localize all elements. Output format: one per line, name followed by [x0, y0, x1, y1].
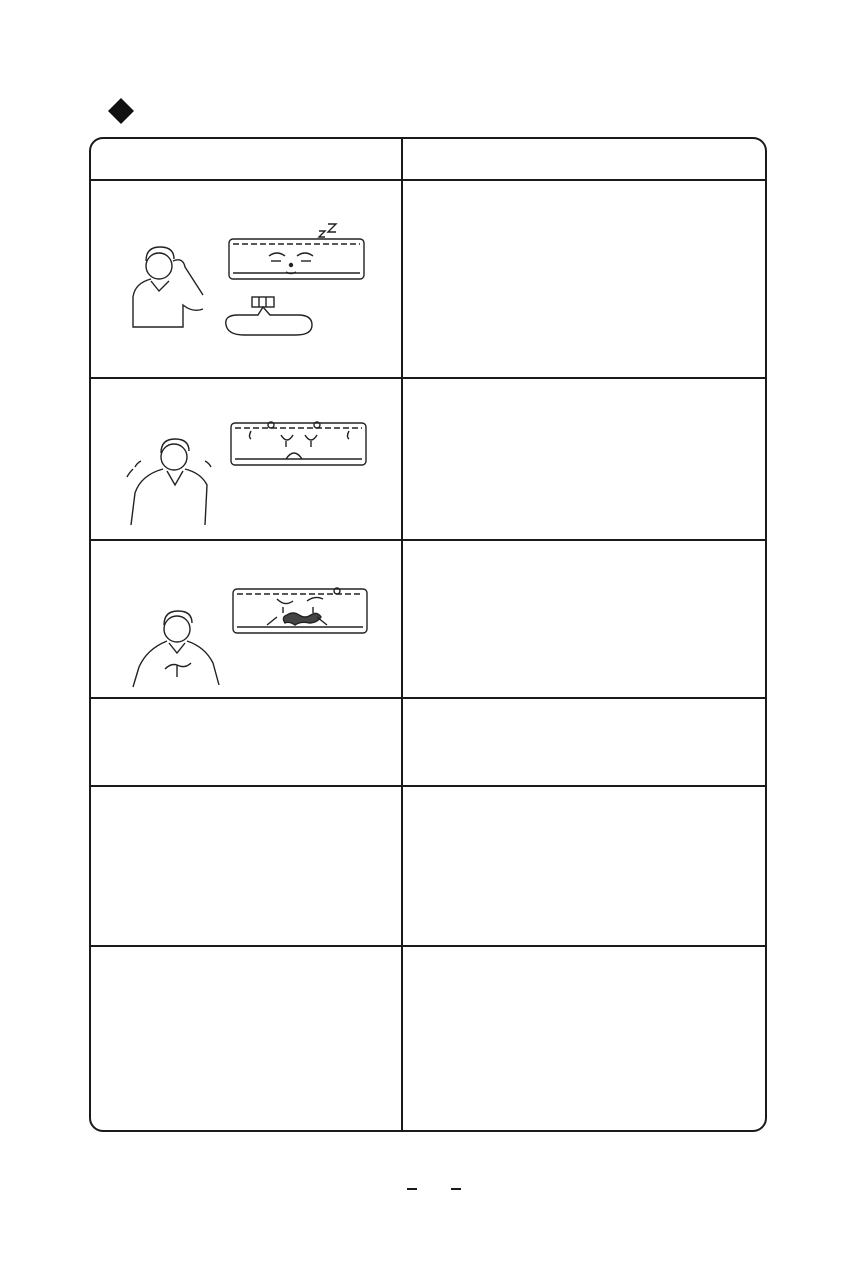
row-right-text [403, 947, 765, 1132]
table-row [91, 181, 401, 377]
row-right-text [403, 541, 765, 697]
sleepy-ac-unit-with-man-icon [129, 211, 374, 346]
column-header-left [91, 139, 401, 179]
row-left-text [91, 699, 401, 785]
page-footer [0, 1178, 858, 1198]
row-left-text [91, 947, 401, 1132]
footer-dash [451, 1188, 461, 1190]
footer-dash [407, 1188, 417, 1190]
troubleshooting-table [89, 137, 767, 1132]
row-right-text [403, 699, 765, 785]
diamond-icon [108, 98, 134, 124]
table-row [91, 379, 401, 539]
table-row [91, 541, 401, 697]
smelly-ac-unit-with-man-icon [127, 581, 372, 693]
row-left-text [91, 787, 401, 945]
row-right-text [403, 379, 765, 539]
row-right-text [403, 787, 765, 945]
column-header-right [403, 139, 765, 179]
row-right-text [403, 181, 765, 377]
sweating-ac-unit-with-man-icon [121, 401, 371, 531]
